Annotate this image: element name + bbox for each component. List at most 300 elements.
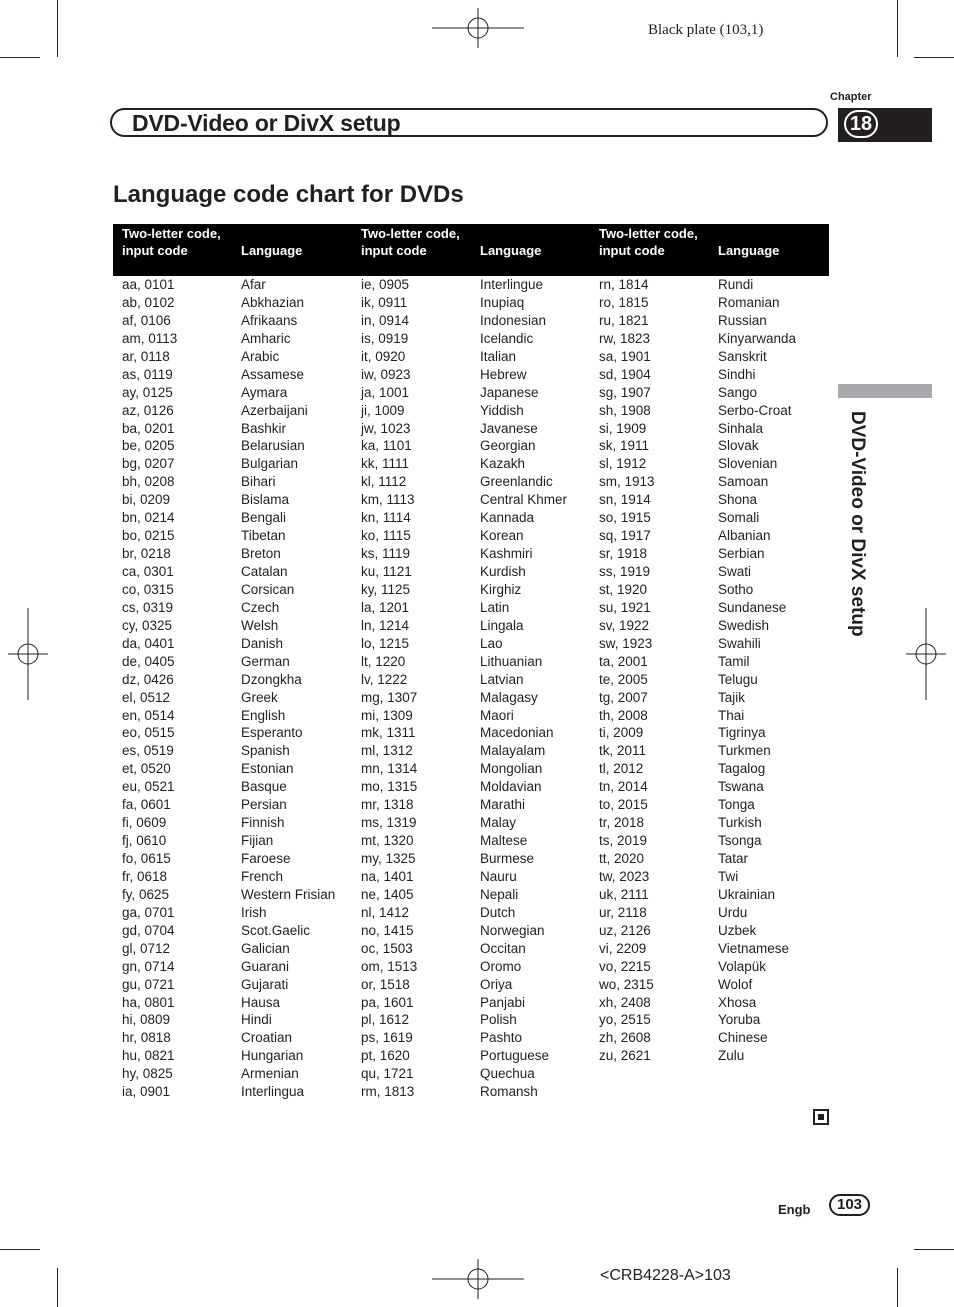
code-cell: gl, 0712 bbox=[122, 940, 171, 956]
code-cell: az, 0126 bbox=[122, 402, 174, 418]
code-cell: lo, 1215 bbox=[361, 635, 410, 651]
code-cell: bo, 0215 bbox=[122, 528, 175, 544]
chapter-label: Chapter bbox=[830, 91, 872, 103]
code-cell: my, 1325 bbox=[361, 851, 416, 866]
code-cell: cs, 0319 bbox=[122, 599, 174, 615]
language-cell: Sotho bbox=[718, 581, 754, 597]
language-cell: Galician bbox=[241, 940, 290, 956]
code-cell: yo, 2515 bbox=[599, 1012, 651, 1028]
code-cell: to, 2015 bbox=[599, 797, 648, 813]
language-cell: Armenian bbox=[241, 1066, 299, 1082]
language-cell: Corsican bbox=[241, 581, 295, 597]
code-column bbox=[122, 276, 177, 1101]
code-column bbox=[599, 276, 655, 1065]
language-cell: Serbo-Croat bbox=[718, 402, 792, 418]
language-cell: Romansh bbox=[480, 1084, 538, 1100]
code-cell: ro, 1815 bbox=[599, 294, 649, 310]
language-cell: Rundi bbox=[718, 277, 754, 292]
language-cell: Hausa bbox=[241, 994, 281, 1010]
language-cell: Turkmen bbox=[718, 743, 771, 759]
language-cell: Hungarian bbox=[241, 1048, 304, 1064]
registration-mark-icon bbox=[8, 608, 48, 700]
language-cell: Turkish bbox=[718, 815, 762, 831]
code-cell: be, 0205 bbox=[122, 438, 175, 454]
code-cell: sr, 1918 bbox=[599, 546, 648, 562]
code-cell: hr, 0818 bbox=[122, 1030, 171, 1046]
language-cell: Kazakh bbox=[480, 456, 526, 472]
code-cell: gn, 0714 bbox=[122, 958, 175, 974]
language-cell: Nepali bbox=[480, 886, 519, 902]
code-cell: tg, 2007 bbox=[599, 689, 648, 705]
language-cell: Aymara bbox=[241, 384, 288, 400]
code-cell: gd, 0704 bbox=[122, 922, 175, 938]
language-cell: Bihari bbox=[241, 474, 276, 490]
section-title: DVD-Video or DivX setup bbox=[132, 110, 401, 136]
language-cell: Latvian bbox=[480, 671, 524, 687]
code-cell: ie, 0905 bbox=[361, 277, 410, 292]
code-cell: uk, 2111 bbox=[599, 886, 649, 902]
language-cell: Tagalog bbox=[718, 761, 766, 777]
code-cell: rw, 1823 bbox=[599, 330, 651, 346]
code-cell: mg, 1307 bbox=[361, 689, 418, 705]
language-cell: Vietnamese bbox=[718, 940, 790, 956]
code-cell: su, 1921 bbox=[599, 599, 651, 615]
language-cell: Kinyarwanda bbox=[718, 330, 797, 346]
language-cell: Icelandic bbox=[480, 330, 534, 346]
language-cell: Afrikaans bbox=[241, 312, 298, 328]
code-cell: ne, 1405 bbox=[361, 886, 414, 902]
language-cell: Belarusian bbox=[241, 438, 305, 454]
language-cell: English bbox=[241, 707, 286, 723]
language-cell: Tibetan bbox=[241, 528, 286, 544]
header-language: Language bbox=[718, 243, 780, 258]
code-cell: sa, 1901 bbox=[599, 348, 651, 364]
language-cell: Malagasy bbox=[480, 689, 538, 705]
language-cell: Maltese bbox=[480, 833, 528, 849]
language-cell: Portuguese bbox=[480, 1048, 550, 1064]
language-cell: Tswana bbox=[718, 779, 764, 795]
language-cell: Telugu bbox=[718, 671, 758, 687]
code-cell: co, 0315 bbox=[122, 581, 174, 597]
language-cell: Sundanese bbox=[718, 599, 787, 615]
code-cell: de, 0405 bbox=[122, 653, 175, 669]
language-cell: Interlingua bbox=[241, 1084, 305, 1100]
code-cell: rn, 1814 bbox=[599, 277, 649, 292]
code-cell: br, 0218 bbox=[122, 546, 171, 562]
code-cell: mi, 1309 bbox=[361, 707, 413, 723]
language-cell: Tigrinya bbox=[718, 725, 766, 741]
code-cell: ur, 2118 bbox=[599, 904, 647, 920]
language-cell: Faroese bbox=[241, 851, 291, 866]
language-cell: Scot.Gaelic bbox=[241, 922, 311, 938]
language-cell: Azerbaijani bbox=[241, 402, 308, 418]
language-cell: Maori bbox=[480, 707, 514, 723]
code-cell: kl, 1112 bbox=[361, 474, 407, 490]
language-cell: Polish bbox=[480, 1012, 517, 1028]
registration-mark-icon bbox=[432, 8, 524, 48]
code-cell: xh, 2408 bbox=[599, 994, 651, 1010]
code-cell: sm, 1913 bbox=[599, 474, 655, 490]
code-cell: pt, 1620 bbox=[361, 1048, 410, 1064]
end-mark-icon bbox=[818, 1114, 824, 1120]
language-cell: Samoan bbox=[718, 474, 769, 490]
code-cell: am, 0113 bbox=[122, 330, 178, 346]
language-cell: Yiddish bbox=[480, 402, 524, 418]
code-cell: ka, 1101 bbox=[361, 438, 412, 454]
code-cell: fj, 0610 bbox=[122, 833, 167, 849]
code-cell: pl, 1612 bbox=[361, 1012, 410, 1028]
code-cell: sh, 1908 bbox=[599, 402, 651, 418]
code-cell: ml, 1312 bbox=[361, 743, 413, 759]
code-cell: or, 1518 bbox=[361, 976, 410, 992]
code-cell: bi, 0209 bbox=[122, 492, 171, 508]
language-cell: Greek bbox=[241, 689, 278, 705]
language-cell: Croatian bbox=[241, 1030, 293, 1046]
code-cell: bg, 0207 bbox=[122, 456, 175, 472]
language-cell: Oromo bbox=[480, 958, 522, 974]
code-cell: na, 1401 bbox=[361, 868, 414, 884]
language-column bbox=[480, 276, 567, 1101]
code-cell: la, 1201 bbox=[361, 599, 410, 615]
code-cell: hi, 0809 bbox=[122, 1012, 171, 1028]
language-cell: Breton bbox=[241, 546, 281, 562]
code-cell: ar, 0118 bbox=[122, 348, 170, 364]
code-cell: nl, 1412 bbox=[361, 904, 410, 920]
language-cell: Slovenian bbox=[718, 456, 778, 472]
code-cell: fo, 0615 bbox=[122, 851, 171, 866]
code-cell: uz, 2126 bbox=[599, 922, 651, 938]
code-cell: bh, 0208 bbox=[122, 474, 175, 490]
code-cell: qu, 1721 bbox=[361, 1066, 414, 1082]
language-cell: Interlingue bbox=[480, 277, 544, 292]
language-cell: Uzbek bbox=[718, 922, 757, 938]
code-cell: ta, 2001 bbox=[599, 653, 648, 669]
header-language: Language bbox=[480, 243, 542, 258]
language-cell: Latin bbox=[480, 599, 510, 615]
language-cell: Twi bbox=[718, 868, 739, 884]
language-cell: Bashkir bbox=[241, 420, 287, 436]
language-cell: Yoruba bbox=[718, 1012, 761, 1028]
code-cell: ln, 1214 bbox=[361, 617, 410, 633]
language-cell: Nauru bbox=[480, 868, 517, 884]
crop-mark bbox=[0, 57, 40, 58]
code-cell: fr, 0618 bbox=[122, 868, 168, 884]
crop-mark bbox=[914, 57, 954, 58]
language-cell: Ukrainian bbox=[718, 886, 776, 902]
code-cell: no, 1415 bbox=[361, 922, 414, 938]
code-cell: gu, 0721 bbox=[122, 976, 175, 992]
code-cell: dz, 0426 bbox=[122, 671, 174, 687]
code-cell: is, 0919 bbox=[361, 330, 409, 346]
language-cell: Dutch bbox=[480, 904, 516, 920]
language-cell: Bulgarian bbox=[241, 456, 299, 472]
code-column bbox=[361, 276, 417, 1101]
language-cell: Kurdish bbox=[480, 564, 526, 579]
language-cell: Slovak bbox=[718, 438, 759, 454]
language-cell: Sanskrit bbox=[718, 348, 767, 364]
language-cell: Tajik bbox=[718, 689, 746, 705]
language-cell: Malay bbox=[480, 815, 517, 831]
code-cell: fa, 0601 bbox=[122, 797, 171, 813]
code-cell: tw, 2023 bbox=[599, 868, 650, 884]
language-cell: Urdu bbox=[718, 904, 748, 920]
code-cell: sl, 1912 bbox=[599, 456, 647, 472]
code-cell: tn, 2014 bbox=[599, 779, 648, 795]
language-cell: Romanian bbox=[718, 294, 780, 310]
code-cell: vo, 2215 bbox=[599, 958, 651, 974]
language-cell: Norwegian bbox=[480, 922, 545, 938]
code-cell: km, 1113 bbox=[361, 492, 415, 508]
code-cell: ts, 2019 bbox=[599, 833, 648, 849]
code-cell: kn, 1114 bbox=[361, 510, 411, 526]
language-cell: Georgian bbox=[480, 438, 536, 454]
language-cell: Moldavian bbox=[480, 779, 542, 795]
crop-mark bbox=[0, 1249, 40, 1250]
page-title: Language code chart for DVDs bbox=[113, 181, 464, 208]
language-cell: Javanese bbox=[480, 420, 538, 436]
language-cell: Kashmiri bbox=[480, 546, 533, 562]
code-cell: ab, 0102 bbox=[122, 294, 175, 310]
code-cell: si, 1909 bbox=[599, 420, 647, 436]
code-cell: es, 0519 bbox=[122, 743, 174, 759]
language-cell: Amharic bbox=[241, 330, 291, 346]
language-cell: Afar bbox=[241, 277, 266, 292]
language-cell: Japanese bbox=[480, 384, 539, 400]
language-cell: Hindi bbox=[241, 1012, 272, 1028]
language-cell: Fijian bbox=[241, 833, 274, 849]
code-cell: tk, 2011 bbox=[599, 743, 647, 759]
code-cell: ay, 0125 bbox=[122, 384, 173, 400]
chapter-number: 18 bbox=[844, 110, 878, 138]
language-cell: Swahili bbox=[718, 635, 761, 651]
language-cell: Arabic bbox=[241, 348, 280, 364]
language-cell: Thai bbox=[718, 707, 745, 723]
language-cell: Xhosa bbox=[718, 994, 757, 1010]
language-cell: Albanian bbox=[718, 528, 771, 544]
code-cell: rm, 1813 bbox=[361, 1084, 415, 1100]
language-cell: Inupiaq bbox=[480, 294, 525, 310]
header-code: Two-letter code, input code bbox=[122, 226, 221, 258]
code-cell: ba, 0201 bbox=[122, 420, 175, 436]
language-cell: Lithuanian bbox=[480, 653, 543, 669]
language-cell: Wolof bbox=[718, 976, 753, 992]
language-cell: Finnish bbox=[241, 815, 285, 831]
language-cell: Russian bbox=[718, 312, 767, 328]
language-cell: Gujarati bbox=[241, 976, 289, 992]
code-cell: ga, 0701 bbox=[122, 904, 175, 920]
language-cell: Chinese bbox=[718, 1030, 768, 1046]
language-cell: Kirghiz bbox=[480, 581, 522, 597]
header-language: Language bbox=[241, 243, 303, 258]
language-cell: Bengali bbox=[241, 510, 287, 526]
code-cell: te, 2005 bbox=[599, 671, 648, 687]
code-cell: da, 0401 bbox=[122, 635, 175, 651]
code-cell: sq, 1917 bbox=[599, 528, 651, 544]
language-cell: Somali bbox=[718, 510, 760, 526]
registration-mark-icon bbox=[906, 608, 946, 700]
code-cell: sg, 1907 bbox=[599, 384, 651, 400]
code-cell: ca, 0301 bbox=[122, 564, 174, 579]
language-cell: Swedish bbox=[718, 617, 770, 633]
language-cell: Volapük bbox=[718, 958, 767, 974]
code-cell: ps, 1619 bbox=[361, 1030, 413, 1046]
code-cell: ha, 0801 bbox=[122, 994, 175, 1010]
language-cell: Dzongkha bbox=[241, 671, 302, 687]
language-cell: Shona bbox=[718, 492, 758, 508]
code-cell: jw, 1023 bbox=[361, 420, 411, 436]
code-cell: th, 2008 bbox=[599, 707, 648, 723]
code-cell: ms, 1319 bbox=[361, 815, 417, 831]
registration-mark-icon bbox=[432, 1259, 524, 1299]
language-cell: Macedonian bbox=[480, 725, 554, 741]
code-cell: eo, 0515 bbox=[122, 725, 175, 741]
crop-mark bbox=[897, 0, 898, 57]
language-cell: Sinhala bbox=[718, 420, 764, 436]
crop-mark bbox=[897, 1268, 898, 1307]
code-cell: fi, 0609 bbox=[122, 815, 167, 831]
code-cell: ru, 1821 bbox=[599, 312, 649, 328]
code-cell: mn, 1314 bbox=[361, 761, 418, 777]
crop-mark bbox=[57, 0, 58, 57]
code-cell: so, 1915 bbox=[599, 510, 651, 526]
code-cell: om, 1513 bbox=[361, 958, 418, 974]
code-cell: ja, 1001 bbox=[361, 384, 410, 400]
code-cell: zu, 2621 bbox=[599, 1048, 651, 1064]
code-cell: sv, 1922 bbox=[599, 617, 650, 633]
code-cell: mk, 1311 bbox=[361, 725, 416, 741]
code-cell: mr, 1318 bbox=[361, 797, 414, 813]
code-cell: oc, 1503 bbox=[361, 940, 413, 956]
language-cell: Danish bbox=[241, 635, 284, 651]
language-cell: Hebrew bbox=[480, 366, 527, 382]
header-code: Two-letter code, input code bbox=[361, 226, 460, 258]
code-cell: hu, 0821 bbox=[122, 1048, 175, 1064]
language-cell: Estonian bbox=[241, 761, 294, 777]
language-cell: Bislama bbox=[241, 492, 290, 508]
language-cell: German bbox=[241, 653, 290, 669]
language-cell: Italian bbox=[480, 348, 517, 364]
language-cell: Burmese bbox=[480, 851, 535, 866]
side-tab-bar bbox=[838, 384, 932, 398]
language-cell: Serbian bbox=[718, 546, 765, 562]
plate-label: Black plate (103,1) bbox=[648, 22, 764, 38]
language-cell: Zulu bbox=[718, 1048, 745, 1064]
language-cell: Swati bbox=[718, 564, 752, 579]
language-cell: Tonga bbox=[718, 797, 755, 813]
code-cell: ia, 0901 bbox=[122, 1084, 171, 1100]
header-code: Two-letter code, input code bbox=[599, 226, 698, 258]
code-cell: ik, 0911 bbox=[361, 294, 408, 310]
language-cell: Lao bbox=[480, 635, 503, 651]
language-column bbox=[718, 276, 796, 1065]
language-cell: Sango bbox=[718, 384, 758, 400]
code-cell: pa, 1601 bbox=[361, 994, 414, 1010]
language-cell: Panjabi bbox=[480, 994, 526, 1010]
code-cell: as, 0119 bbox=[122, 366, 173, 382]
code-cell: eu, 0521 bbox=[122, 779, 175, 795]
code-cell: tt, 2020 bbox=[599, 851, 645, 866]
code-cell: ko, 1115 bbox=[361, 528, 411, 544]
code-cell: af, 0106 bbox=[122, 312, 171, 328]
code-cell: bn, 0214 bbox=[122, 510, 175, 526]
code-cell: ti, 2009 bbox=[599, 725, 644, 741]
language-cell: Tsonga bbox=[718, 833, 762, 849]
language-cell: Basque bbox=[241, 779, 287, 795]
code-cell: hy, 0825 bbox=[122, 1066, 173, 1082]
language-cell: Guarani bbox=[241, 958, 290, 974]
language-cell: Western Frisian bbox=[241, 886, 336, 902]
page-number: 103 bbox=[829, 1194, 870, 1216]
code-cell: sn, 1914 bbox=[599, 492, 651, 508]
language-cell: French bbox=[241, 868, 284, 884]
language-cell: Esperanto bbox=[241, 725, 303, 741]
crop-mark bbox=[914, 1249, 954, 1250]
language-cell: Central Khmer bbox=[480, 492, 568, 508]
language-cell: Korean bbox=[480, 528, 524, 544]
language-cell: Persian bbox=[241, 797, 287, 813]
side-section-label: DVD-Video or DivX setup bbox=[847, 411, 868, 637]
code-cell: sk, 1911 bbox=[599, 438, 650, 454]
language-cell: Spanish bbox=[241, 743, 290, 759]
language-cell: Oriya bbox=[480, 976, 513, 992]
code-cell: ks, 1119 bbox=[361, 546, 411, 562]
language-cell: Marathi bbox=[480, 797, 526, 813]
code-cell: sw, 1923 bbox=[599, 635, 653, 651]
language-label: Engb bbox=[778, 1202, 811, 1217]
print-code: <CRB4228-A>103 bbox=[600, 1267, 731, 1284]
language-cell: Kannada bbox=[480, 510, 535, 526]
language-cell: Occitan bbox=[480, 940, 526, 956]
language-column bbox=[241, 276, 335, 1101]
language-cell: Quechua bbox=[480, 1066, 535, 1082]
language-cell: Assamese bbox=[241, 366, 305, 382]
code-cell: sd, 1904 bbox=[599, 366, 651, 382]
code-cell: iw, 0923 bbox=[361, 366, 411, 382]
language-cell: Pashto bbox=[480, 1030, 523, 1046]
code-cell: in, 0914 bbox=[361, 312, 410, 328]
code-cell: mt, 1320 bbox=[361, 833, 414, 849]
language-cell: Irish bbox=[241, 904, 267, 920]
code-cell: kk, 1111 bbox=[361, 456, 410, 472]
crop-mark bbox=[57, 1268, 58, 1307]
code-cell: mo, 1315 bbox=[361, 779, 418, 795]
code-cell: el, 0512 bbox=[122, 689, 171, 705]
code-cell: ji, 1009 bbox=[361, 402, 405, 418]
code-cell: lv, 1222 bbox=[361, 671, 408, 687]
language-cell: Tatar bbox=[718, 851, 749, 866]
code-cell: tl, 2012 bbox=[599, 761, 644, 777]
language-cell: Sindhi bbox=[718, 366, 756, 382]
code-cell: wo, 2315 bbox=[599, 976, 654, 992]
code-cell: vi, 2209 bbox=[599, 940, 647, 956]
code-cell: st, 1920 bbox=[599, 581, 648, 597]
code-cell: zh, 2608 bbox=[599, 1030, 651, 1046]
language-cell: Tamil bbox=[718, 653, 750, 669]
code-cell: ky, 1125 bbox=[361, 581, 411, 597]
code-cell: ss, 1919 bbox=[599, 564, 651, 579]
language-cell: Mongolian bbox=[480, 761, 543, 777]
language-cell: Indonesian bbox=[480, 312, 547, 328]
language-cell: Abkhazian bbox=[241, 294, 305, 310]
code-cell: cy, 0325 bbox=[122, 617, 173, 633]
language-cell: Greenlandic bbox=[480, 474, 553, 490]
language-cell: Malayalam bbox=[480, 743, 546, 759]
language-cell: Czech bbox=[241, 599, 280, 615]
language-cell: Lingala bbox=[480, 617, 524, 633]
language-cell: Welsh bbox=[241, 617, 279, 633]
code-cell: et, 0520 bbox=[122, 761, 171, 777]
code-cell: lt, 1220 bbox=[361, 653, 406, 669]
